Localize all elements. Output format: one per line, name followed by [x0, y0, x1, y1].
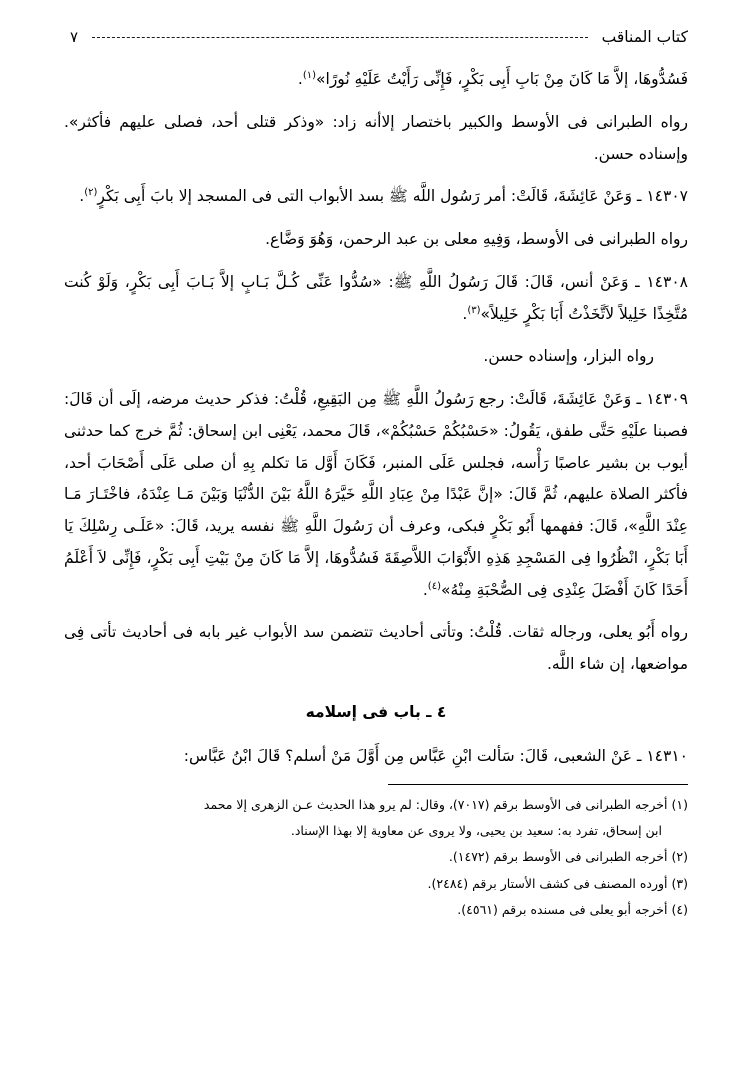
- source-attribution: [64, 341, 688, 373]
- hadith-tail: .: [422, 580, 428, 599]
- footnote-ref: (٤): [427, 580, 441, 592]
- footnote-marker: (٢): [671, 849, 688, 865]
- footnote-text: ابن إسحاق، تفرد به: سعيد بن يحيى، ولا يروى عن معاوية إلا بهذا الإسناد.: [290, 822, 662, 838]
- paragraph: [64, 617, 688, 681]
- hadith-text: ١٤٣٠٧ ـ وَعَنْ عَائِشَةَ، قَالَتْ: أمر رَسُول اللَّه ﷺ بسد الأبواب التى فى المسجد إلا بابَ أَبِى بَكْرٍ: [97, 187, 688, 206]
- footnotes-section: [64, 793, 688, 923]
- paragraph: [64, 64, 688, 96]
- footnote-ref: (٣): [467, 304, 481, 316]
- footnote-separator: [388, 784, 688, 785]
- footnote-item: [64, 898, 688, 922]
- paragraph-text: رواه الطبرانى فى الأوسط، وَفِيهِ معلى بن عبد الرحمن، وَهُوَ وَضَّاع.: [265, 230, 688, 249]
- header-divider-line: [92, 37, 588, 39]
- hadith-text: ١٤٣٠٨ ـ وَعَنْ أنس، قَالَ: قَالَ رَسُولُ اللَّهِ ﷺ: «سُدُّوا عَنِّى كُـلَّ بَـابٍ إلاَّ بَـابَ أَبِى بَكْرٍ، وَلَوْ كُنت مُتَّخِذًا خَلِيلاً لاَتَّخَذْتُ أَبَا بَكْرٍ خَلِيلاً»: [64, 272, 688, 323]
- hadith-entry: [64, 741, 688, 773]
- hadith-tail: .: [462, 304, 468, 323]
- hadith-entry: [64, 181, 688, 213]
- paragraph: [64, 107, 688, 171]
- footnote-text: أخرجه الطبرانى فى الأوسط برقم (٧٠١٧)، وقال: لم يرو هذا الحديث عـن الزهرى إلا محمد: [203, 796, 668, 812]
- source-text: رواه البزار، وإسناده حسن.: [483, 347, 654, 366]
- hadith-tail: .: [79, 187, 85, 206]
- paragraph-text: رواه الطبرانى فى الأوسط والكبير باختصار إلاأنه زاد: «وذكر قتلى أحد، فصلى عليهم فأكثر». وإسناده حسن.: [64, 112, 688, 163]
- paragraph-text: رواه أَبُو يعلى، ورجاله ثقات. قُلْتُ: وتأتى أحاديث تتضمن سد الأبواب غير بابه فى أحاديث تأتى فِى مواضعها، إن شاء اللَّه.: [64, 623, 688, 674]
- footnote-ref: (١): [302, 69, 317, 81]
- page-header: [64, 28, 688, 46]
- hadith-entry: [64, 384, 688, 606]
- footnote-marker: (١): [671, 796, 688, 812]
- footnote-marker: (٤): [671, 902, 688, 918]
- footnote-item: [64, 872, 688, 896]
- footnote-text: أخرجه أبو يعلى فى مسنده برقم (٤٥٦١).: [457, 902, 668, 918]
- footnote-marker: (٣): [671, 875, 688, 891]
- hadith-entry: [64, 267, 688, 331]
- footnote-text: أورده المصنف فى كشف الأستار برقم (٢٤٨٤).: [427, 875, 668, 891]
- paragraph-text: فَسُدُّوهَا، إلاَّ مَا كَانَ مِنْ بَابِ أَبِى بَكْرٍ، فَإِنِّى رَأَيْتُ عَلَيْهِ نُورًا»: [316, 70, 688, 88]
- hadith-text: ١٤٣١٠ ـ عَنْ الشعبى، قَالَ: سَألت ابْنِ عَبَّاس مِن أَوَّلَ مَنْ أسلم؟ قَالَ ابْنُ عَبَّاس:: [183, 746, 688, 765]
- footnote-item: [64, 845, 688, 869]
- paragraph: [64, 224, 688, 256]
- footnote-ref: (٢): [84, 187, 98, 199]
- paragraph-tail: .: [297, 70, 303, 88]
- footnote-item: [64, 793, 688, 817]
- book-title: كتاب المناقب: [601, 28, 688, 46]
- hadith-text: ١٤٣٠٩ ـ وَعَنْ عَائِشَةَ، قَالَتْ: رجع رَسُولُ اللَّهِ ﷺ مِن البَقِيعِ، قُلْتُ: فذكر حديث مرضه، إلَى أن قَالَ: فصبنا علَيْهِ حَتَّى طفق، يَقُولُ: «حَسْبُكُمْ حَسْبُكُمْ»، قَالَ محمد، يَعْنِى ابن إسحاق: ثُمَّ خرج كما حدثنى أيوب بن بشير عاصبًا رَأْسه، فجلس عَلَى المنبر، فَكَانَ أَوَّل مَا تكلم بِهِ أن صلى عَلَى أَصْحَابَ أحد، فأكثر الصلاة عليهم، ثُمَّ قَالَ: «إنَّ عَبْدًا مِنْ عِبَادِ اللَّهِ خَيَّرَهُ اللَّهُ بَيْنَ الدُّنْيَا وَبَيْنَ مَـا عِنْدَهُ، فاخْتَـارَ مَـا عِنْدَ اللَّهِ»، قَالَ: ففهمها أَبُو بَكْرٍ فبكى، وعرف أن رَسُولَ اللَّهِ ﷺ نفسه يريد، قَالَ: «عَلَـى رِسْلِكَ يَا أَبَا بَكْرٍ، انْظُرُوا فِى المَسْجِدِ هَذِهِ الأَبْوَابَ اللاَّصِقَةَ فَسُدُّوهَا، إلاَّ مَا كَانَ مِنْ بَيْتِ أَبِى بَكْرٍ، فَإِنِّى لاَ أَعْلَمُ أَحَدًا كَانَ أَفْضَلَ عِنْدِى فِى الصُّحْبَةِ مِنْهُ»: [64, 390, 688, 599]
- page-number: ٧: [70, 28, 79, 46]
- footnote-item-continuation: [64, 819, 688, 843]
- footnote-text: أخرجه الطبرانى فى الأوسط برقم (١٤٧٢).: [448, 849, 668, 865]
- page-body: [64, 64, 688, 773]
- chapter-heading: ٤ ـ باب فى إسلامه: [305, 703, 447, 722]
